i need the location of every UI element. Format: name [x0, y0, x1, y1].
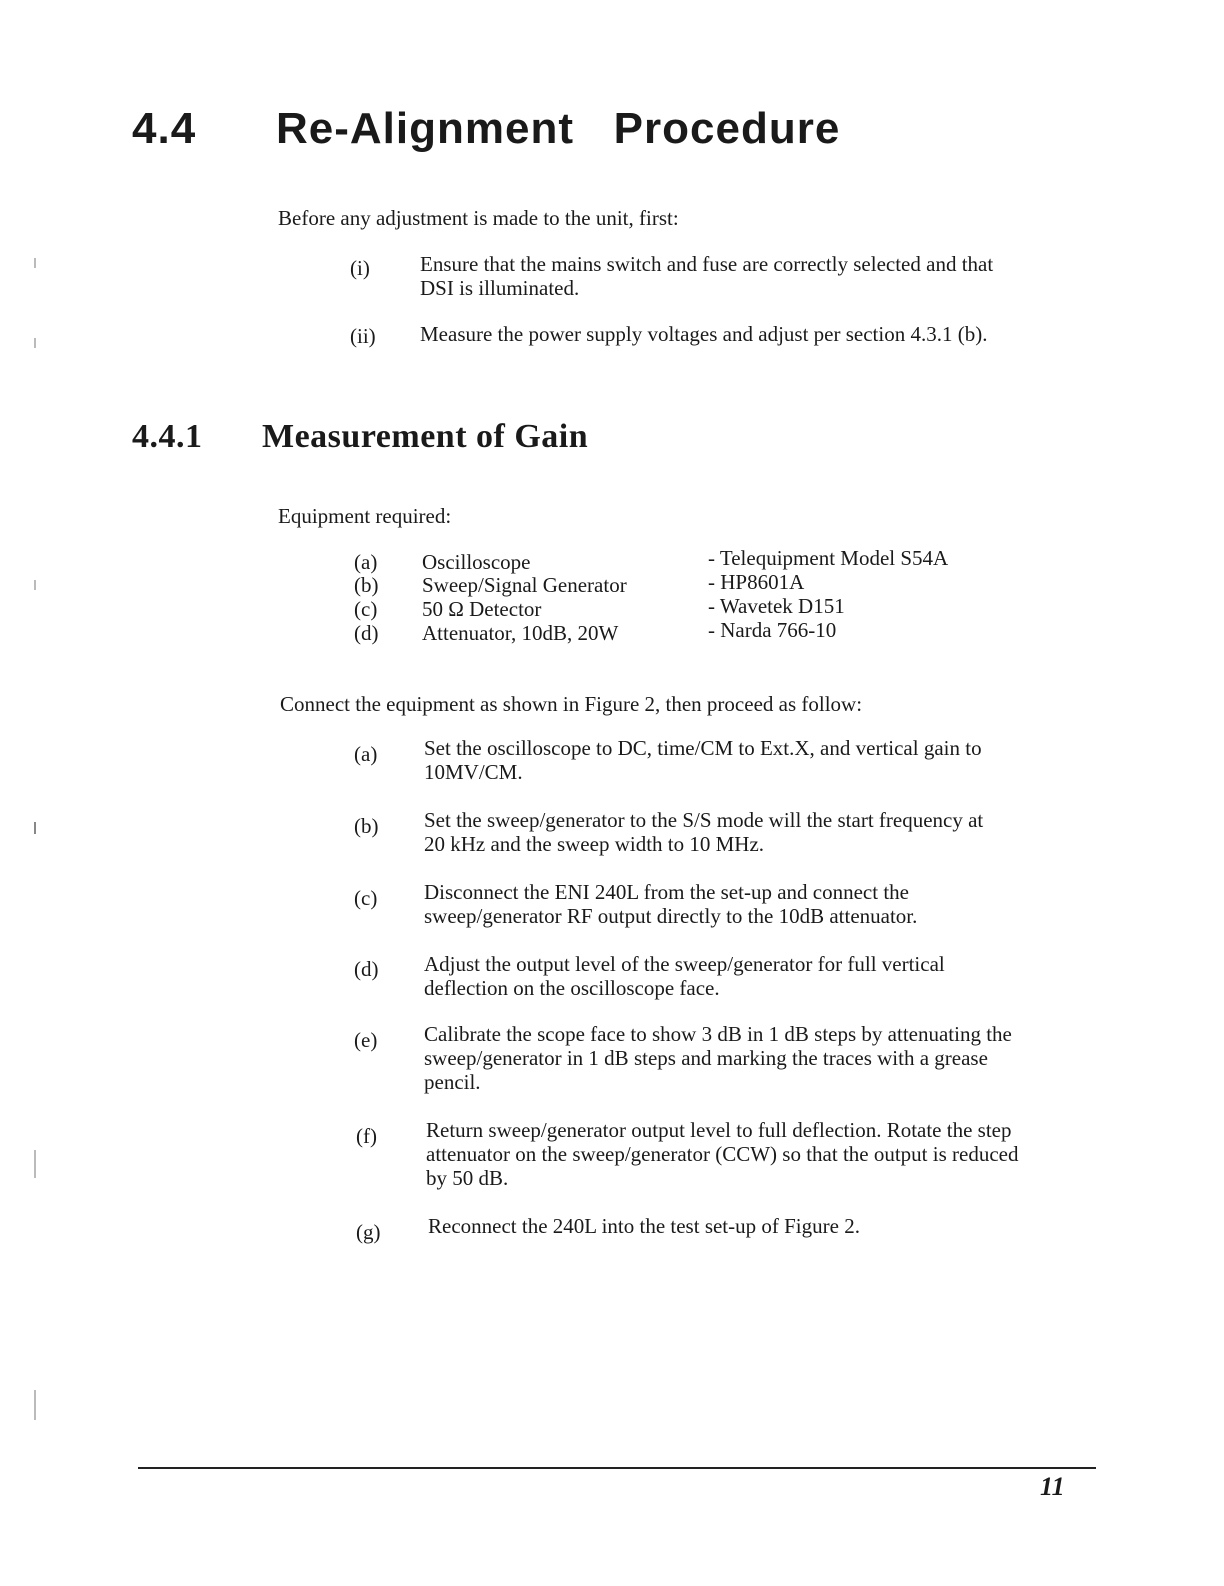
- scan-mark: [34, 580, 36, 590]
- text-line: Adjust the output level of the sweep/generator for full vertical: [424, 952, 945, 976]
- text-line: attenuator on the sweep/generator (CCW) so that the output is reduced: [426, 1142, 1019, 1166]
- equipment-marker: (d): [354, 621, 379, 645]
- equipment-item: Attenuator, 10dB, 20W: [422, 621, 619, 645]
- scan-mark: [34, 258, 36, 268]
- equipment-model: - HP8601A: [708, 570, 805, 594]
- text-line: Return sweep/generator output level to full deflection. Rotate the step: [426, 1118, 1012, 1142]
- pre-step-marker: (i): [350, 256, 370, 280]
- pre-step-marker: (ii): [350, 324, 376, 348]
- equipment-model: - Narda 766-10: [708, 618, 837, 642]
- equipment-marker: (c): [354, 597, 378, 621]
- equipment-item: Sweep/Signal Generator: [422, 573, 627, 597]
- step-text: [424, 736, 1104, 784]
- page-number: 11: [1040, 1472, 1065, 1501]
- scan-mark: [34, 338, 36, 348]
- step-text: [424, 808, 1104, 856]
- equipment-marker: (b): [354, 573, 379, 597]
- equipment-item: Oscilloscope: [422, 550, 531, 574]
- text-line: DSI is illuminated.: [420, 276, 580, 300]
- equipment-item: 50 Ω Detector: [422, 597, 542, 621]
- pre-step-text: [420, 252, 1100, 300]
- step-marker: (d): [354, 957, 379, 981]
- footer-rule: [138, 1467, 1096, 1469]
- text-line: Reconnect the 240L into the test set-up of Figure 2.: [428, 1214, 860, 1238]
- text-line: Set the oscilloscope to DC, time/CM to Ext.X, and vertical gain to: [424, 736, 982, 760]
- subsection-number: 4.4.1: [132, 418, 203, 455]
- step-marker: (b): [354, 814, 379, 838]
- text-line: by 50 dB.: [426, 1166, 509, 1190]
- text-line: sweep/generator in 1 dB steps and marking the traces with a grease: [424, 1046, 988, 1070]
- step-text: [424, 1022, 1104, 1094]
- text-line: deflection on the oscilloscope face.: [424, 976, 720, 1000]
- step-marker: (e): [354, 1028, 378, 1052]
- text-line: pencil.: [424, 1070, 481, 1094]
- step-marker: (g): [356, 1220, 381, 1244]
- scan-mark: [34, 1390, 36, 1420]
- scan-mark: [34, 822, 36, 834]
- equipment-model: - Telequipment Model S54A: [708, 546, 949, 570]
- equipment-model: - Wavetek D151: [708, 594, 845, 618]
- section-number: 4.4: [132, 104, 197, 153]
- text-line: 20 kHz and the sweep width to 10 MHz.: [424, 832, 765, 856]
- procedure-intro: Connect the equipment as shown in Figure 2, then proceed as follow:: [280, 692, 863, 716]
- step-marker: (c): [354, 886, 378, 910]
- section-title: Re-Alignment Procedure: [276, 104, 841, 153]
- text-line: Ensure that the mains switch and fuse are correctly selected and that: [420, 252, 994, 276]
- section-intro: Before any adjustment is made to the unit, first:: [278, 206, 679, 230]
- equipment-marker: (a): [354, 550, 378, 574]
- text-line: Measure the power supply voltages and adjust per section 4.3.1 (b).: [420, 322, 988, 346]
- step-marker: (f): [356, 1124, 377, 1148]
- scan-mark: [34, 1150, 36, 1178]
- step-text: [428, 1214, 1108, 1238]
- subsection-title: Measurement of Gain: [262, 418, 589, 455]
- text-line: 10MV/CM.: [424, 760, 523, 784]
- text-line: sweep/generator RF output directly to the 10dB attenuator.: [424, 904, 918, 928]
- pre-step-text: [420, 322, 1100, 346]
- step-text: [426, 1118, 1106, 1190]
- step-marker: (a): [354, 742, 378, 766]
- text-line: Set the sweep/generator to the S/S mode will the start frequency at: [424, 808, 984, 832]
- step-text: [424, 952, 1104, 1000]
- equipment-heading: Equipment required:: [278, 504, 452, 528]
- step-text: [424, 880, 1104, 928]
- text-line: Disconnect the ENI 240L from the set-up and connect the: [424, 880, 909, 904]
- text-line: Calibrate the scope face to show 3 dB in 1 dB steps by attenuating the: [424, 1022, 1012, 1046]
